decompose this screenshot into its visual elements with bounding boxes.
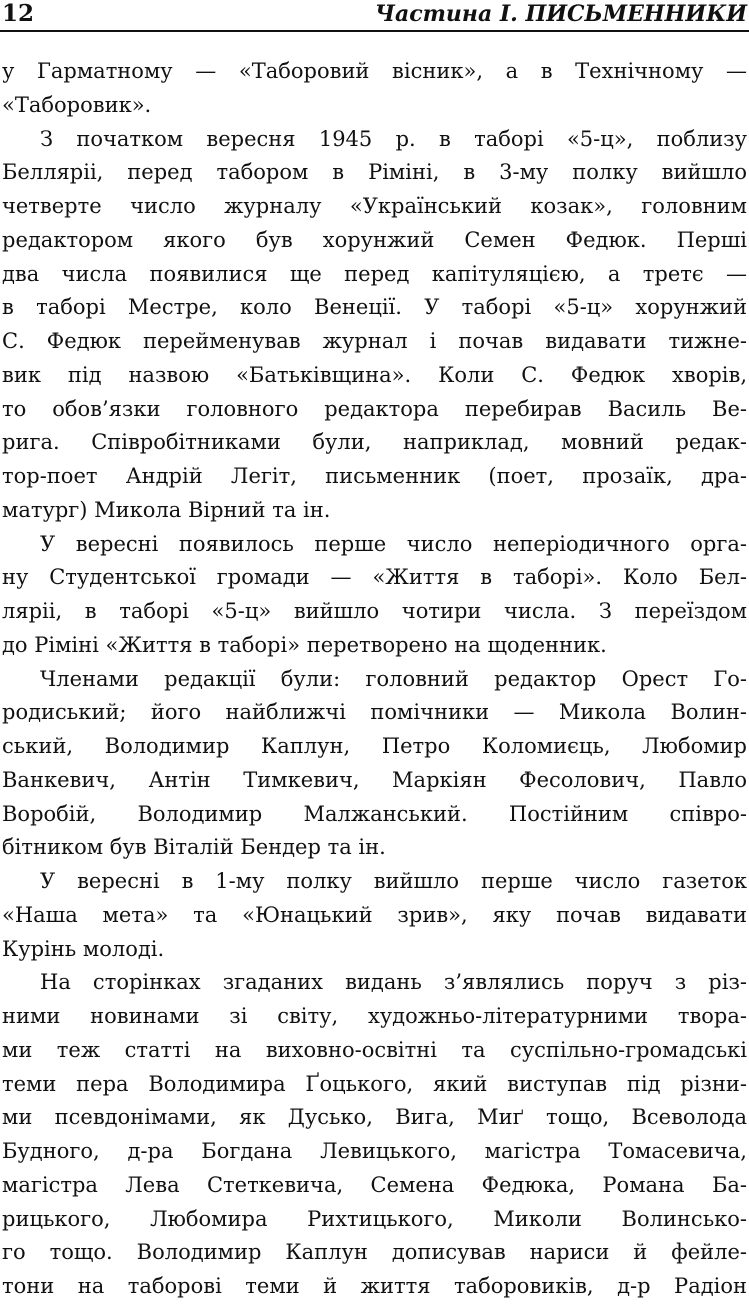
- text-line: З початком вересня 1945 р. в таборі «5-ц», поблизу: [40, 126, 747, 151]
- text-line: у Гарматному — «Таборовий вісник», а в Технічному —: [2, 59, 747, 83]
- text-line: «Наша мета» та «Юнацький зрив», яку почав видавати: [2, 902, 747, 927]
- page-number: 12: [2, 0, 35, 27]
- text-line: ми теж статті на виховно-освітні та суспільно-громадські: [2, 1037, 747, 1062]
- text-line: У вересні появилось перше число неперіодичного орга-: [40, 531, 747, 556]
- text-line: редактором якого був хорунжий Семен Федюк. Перші: [2, 227, 747, 252]
- text-line: С. Федюк перейменував журнал і почав видавати тижне-: [2, 329, 747, 353]
- text-line: На сторінках згаданих видань з’являлись поруч з різ-: [40, 970, 747, 995]
- text-line: два числа появилися ще перед капітуляцією, а третє —: [2, 261, 747, 286]
- body-text: [2, 55, 747, 1304]
- text-line: до Ріміні «Життя в таборі» перетворено на щоденник.: [2, 632, 607, 657]
- text-line: вик під назвою «Батьківщина». Коли С. Федюк хворів,: [2, 362, 747, 387]
- text-line: четверте число журналу «Український козак», головним: [2, 194, 747, 218]
- text-line: ними новинами зі світу, художньо-літературними твора-: [2, 1004, 747, 1028]
- text-line: теми пера Володимира Ґоцького, який виступав під різни-: [2, 1071, 747, 1096]
- text-line: Ванкевич, Антін Тимкевич, Маркіян Фесолович, Павло: [2, 767, 747, 792]
- text-line: в таборі Местре, коло Венеції. У таборі «5-ц» хорунжий: [2, 295, 747, 320]
- text-line: го тощо. Володимир Каплун дописував нариси й фейле-: [2, 1240, 747, 1265]
- text-line: рига. Співробітниками були, наприклад, мовний редак-: [2, 430, 747, 455]
- text-line: Будного, д-ра Богдана Левицького, магістра Томасевича,: [2, 1139, 747, 1163]
- running-head: Частина I. ПИСЬМЕННИКИ: [374, 1, 747, 27]
- text-line: У вересні в 1-му полку вийшло перше число газеток: [40, 869, 747, 893]
- page-header: [0, 0, 749, 32]
- text-line: то обов’язки головного редактора перебирав Василь Ве-: [2, 396, 747, 421]
- text-line: Членами редакції були: головний редактор Орест Го-: [40, 666, 747, 691]
- text-line: ми псевдонімами, як Дусько, Вига, Миґ тощо, Всеволода: [2, 1105, 747, 1130]
- text-line: Белляріі, перед табором в Ріміні, в 3-му полку вийшло: [2, 160, 747, 185]
- text-line: «Таборовик».: [2, 92, 152, 117]
- text-line: Курінь молоді.: [2, 936, 165, 961]
- text-line: магістра Лева Стеткевича, Семена Федюка, Романа Ба-: [2, 1172, 747, 1197]
- text-line: матург) Микола Вірний та ін.: [2, 497, 331, 522]
- text-line: бітником був Віталій Бендер та ін.: [2, 835, 386, 860]
- text-line: рицького, Любомира Рихтицького, Миколи Волинсько-: [2, 1206, 747, 1231]
- text-line: тони на таборові теми й життя таборовиків, д-р Радіон: [2, 1274, 747, 1298]
- text-line: родиський; його найближчі помічники — Микола Волин-: [2, 700, 747, 725]
- text-line: ський, Володимир Каплун, Петро Коломиєць, Любомир: [2, 734, 747, 758]
- text-line: Воробій, Володимир Малжанський. Постійним співро-: [2, 801, 747, 826]
- text-line: ляріі, в таборі «5-ц» вийшло чотири числа. З переїздом: [2, 599, 747, 623]
- text-line: ну Студентської громади — «Життя в таборі». Коло Бел-: [2, 565, 747, 590]
- text-line: тор-поет Андрій Легіт, письменник (поет, прозаїк, дра-: [2, 464, 747, 488]
